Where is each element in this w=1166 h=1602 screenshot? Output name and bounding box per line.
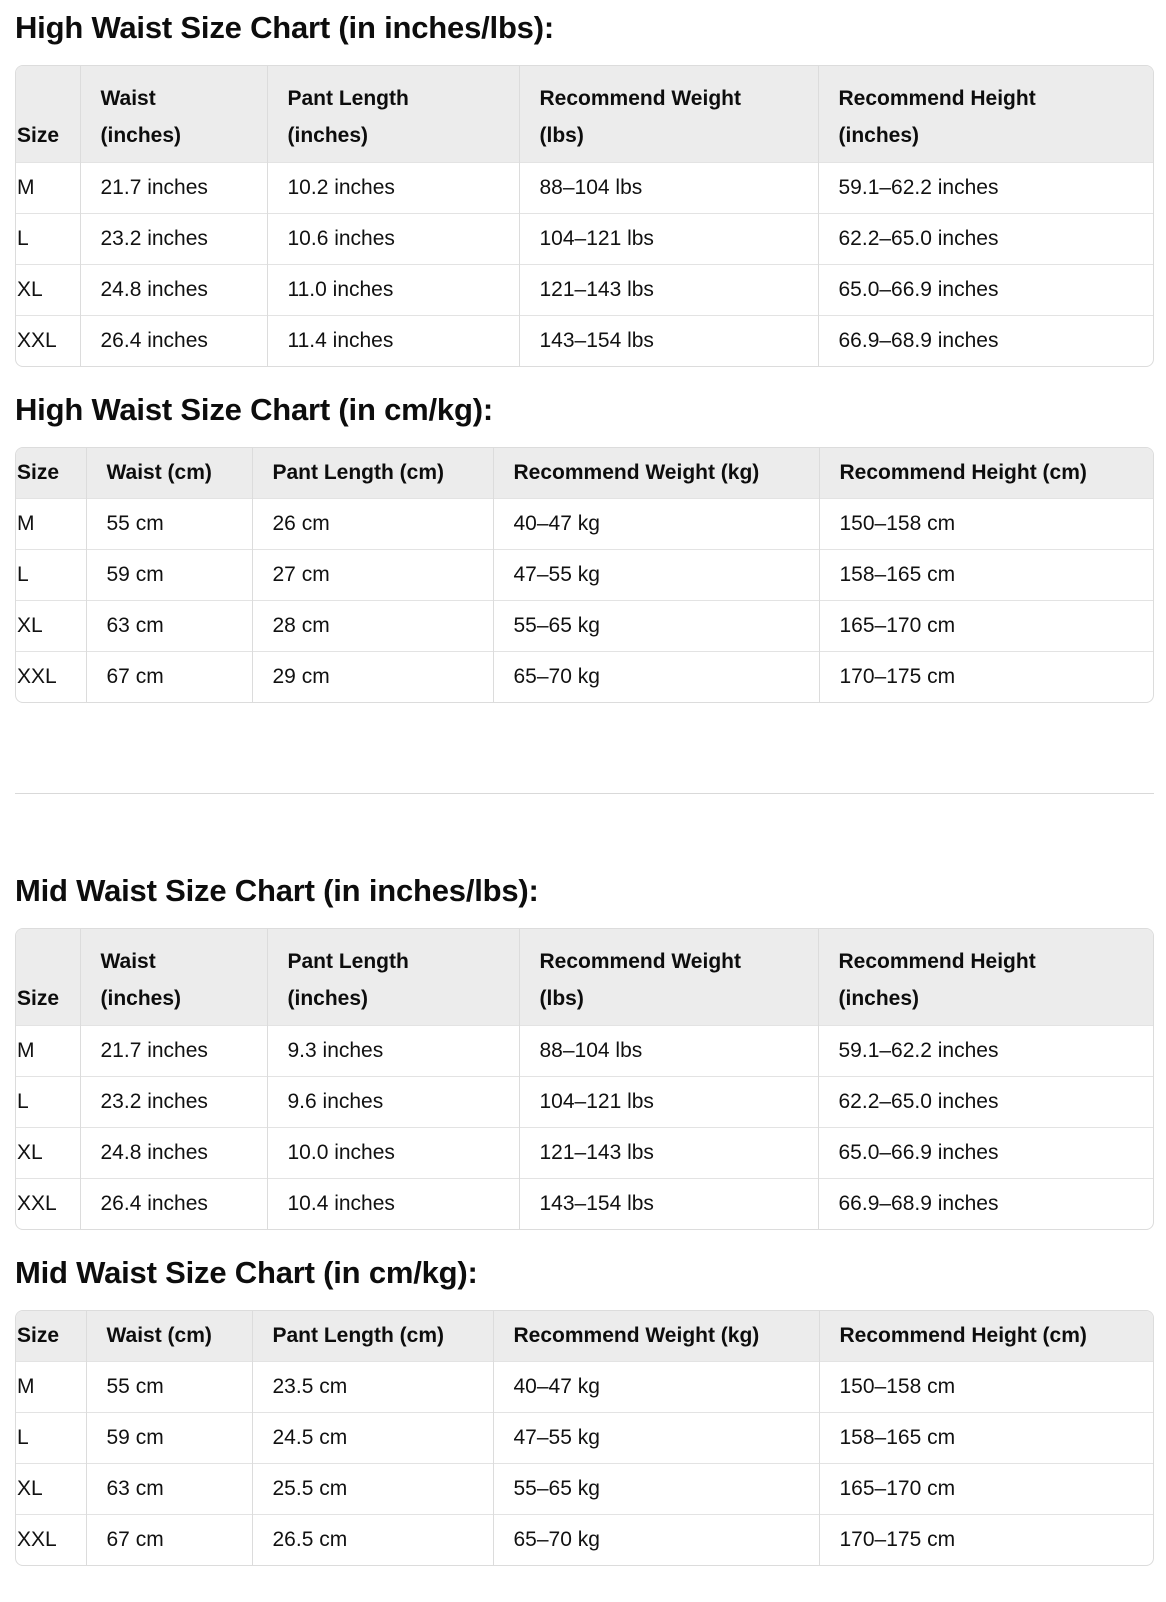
cell-pant-length: 10.2 inches <box>267 163 519 214</box>
table-row <box>16 316 1153 367</box>
cell-weight: 40–47 kg <box>493 499 819 550</box>
cell-pant-length: 28 cm <box>252 601 493 652</box>
cell-waist: 23.2 inches <box>80 214 267 265</box>
header-pant-length: Pant Length (inches) <box>267 66 519 163</box>
table-header-row <box>16 66 1153 163</box>
cell-weight: 47–55 kg <box>493 1413 819 1464</box>
cell-waist: 63 cm <box>86 601 252 652</box>
header-waist: Waist (inches) <box>80 66 267 163</box>
cell-pant-length: 29 cm <box>252 652 493 703</box>
cell-height: 59.1–62.2 inches <box>818 1026 1153 1077</box>
header-waist: Waist (inches) <box>80 929 267 1026</box>
cell-size: XL <box>16 1464 86 1515</box>
cell-waist: 21.7 inches <box>80 163 267 214</box>
header-waist: Waist (cm) <box>86 1311 252 1362</box>
cell-height: 165–170 cm <box>819 1464 1153 1515</box>
size-table <box>15 1310 1154 1566</box>
header-recommend-weight: Recommend Weight (kg) <box>493 448 819 499</box>
header-recommend-weight: Recommend Weight (kg) <box>493 1311 819 1362</box>
cell-waist: 55 cm <box>86 1362 252 1413</box>
cell-weight: 121–143 lbs <box>519 1128 818 1179</box>
cell-waist: 63 cm <box>86 1464 252 1515</box>
section-title: High Waist Size Chart (in cm/kg): <box>15 392 493 427</box>
section-title: Mid Waist Size Chart (in inches/lbs): <box>15 873 539 908</box>
cell-pant-length: 24.5 cm <box>252 1413 493 1464</box>
cell-pant-length: 11.0 inches <box>267 265 519 316</box>
table-row <box>16 1179 1153 1230</box>
cell-size: L <box>16 214 80 265</box>
cell-pant-length: 9.3 inches <box>267 1026 519 1077</box>
table-row <box>16 1128 1153 1179</box>
cell-waist: 24.8 inches <box>80 1128 267 1179</box>
table-row <box>16 601 1153 652</box>
cell-height: 65.0–66.9 inches <box>818 1128 1153 1179</box>
table-row <box>16 1515 1153 1566</box>
cell-weight: 104–121 lbs <box>519 1077 818 1128</box>
cell-height: 170–175 cm <box>819 652 1153 703</box>
cell-waist: 26.4 inches <box>80 1179 267 1230</box>
section-mid-waist-cm <box>15 1253 1154 1551</box>
cell-size: XXL <box>16 1515 86 1566</box>
cell-height: 158–165 cm <box>819 550 1153 601</box>
table-row <box>16 1413 1153 1464</box>
header-recommend-height: Recommend Height (inches) <box>818 929 1153 1026</box>
cell-size: M <box>16 499 86 550</box>
header-size: Size <box>16 929 80 1026</box>
cell-size: M <box>16 1026 80 1077</box>
section-title: High Waist Size Chart (in inches/lbs): <box>15 10 554 45</box>
cell-height: 170–175 cm <box>819 1515 1153 1566</box>
cell-weight: 65–70 kg <box>493 1515 819 1566</box>
cell-pant-length: 10.6 inches <box>267 214 519 265</box>
cell-waist: 24.8 inches <box>80 265 267 316</box>
table-row <box>16 550 1153 601</box>
header-recommend-weight: Recommend Weight (lbs) <box>519 66 818 163</box>
cell-weight: 47–55 kg <box>493 550 819 601</box>
cell-height: 59.1–62.2 inches <box>818 163 1153 214</box>
cell-size: M <box>16 1362 86 1413</box>
cell-height: 66.9–68.9 inches <box>818 1179 1153 1230</box>
section-high-waist-cm <box>15 390 1154 688</box>
cell-weight: 65–70 kg <box>493 652 819 703</box>
size-table <box>15 928 1154 1230</box>
table-row <box>16 1362 1153 1413</box>
table-row <box>16 1026 1153 1077</box>
cell-size: XXL <box>16 316 80 367</box>
cell-weight: 40–47 kg <box>493 1362 819 1413</box>
cell-waist: 59 cm <box>86 550 252 601</box>
cell-height: 165–170 cm <box>819 601 1153 652</box>
table-row <box>16 652 1153 703</box>
cell-pant-length: 10.4 inches <box>267 1179 519 1230</box>
header-pant-length: Pant Length (cm) <box>252 1311 493 1362</box>
header-recommend-weight: Recommend Weight (lbs) <box>519 929 818 1026</box>
table-header-row <box>16 929 1153 1026</box>
cell-size: L <box>16 550 86 601</box>
cell-pant-length: 26 cm <box>252 499 493 550</box>
cell-pant-length: 23.5 cm <box>252 1362 493 1413</box>
cell-weight: 104–121 lbs <box>519 214 818 265</box>
cell-weight: 55–65 kg <box>493 601 819 652</box>
cell-waist: 23.2 inches <box>80 1077 267 1128</box>
cell-height: 150–158 cm <box>819 499 1153 550</box>
table-row <box>16 499 1153 550</box>
table-row <box>16 1464 1153 1515</box>
header-waist: Waist (cm) <box>86 448 252 499</box>
cell-height: 66.9–68.9 inches <box>818 316 1153 367</box>
cell-waist: 21.7 inches <box>80 1026 267 1077</box>
cell-waist: 26.4 inches <box>80 316 267 367</box>
cell-pant-length: 26.5 cm <box>252 1515 493 1566</box>
cell-size: XXL <box>16 652 86 703</box>
header-size: Size <box>16 66 80 163</box>
cell-weight: 55–65 kg <box>493 1464 819 1515</box>
cell-height: 158–165 cm <box>819 1413 1153 1464</box>
cell-waist: 67 cm <box>86 652 252 703</box>
cell-weight: 121–143 lbs <box>519 265 818 316</box>
cell-height: 62.2–65.0 inches <box>818 214 1153 265</box>
header-pant-length: Pant Length (inches) <box>267 929 519 1026</box>
cell-height: 62.2–65.0 inches <box>818 1077 1153 1128</box>
section-mid-waist-inches <box>15 871 1154 1215</box>
cell-size: XL <box>16 601 86 652</box>
cell-size: M <box>16 163 80 214</box>
cell-size: XL <box>16 1128 80 1179</box>
cell-waist: 67 cm <box>86 1515 252 1566</box>
table-row <box>16 265 1153 316</box>
cell-weight: 88–104 lbs <box>519 163 818 214</box>
table-row <box>16 214 1153 265</box>
cell-weight: 143–154 lbs <box>519 1179 818 1230</box>
cell-waist: 59 cm <box>86 1413 252 1464</box>
section-title: Mid Waist Size Chart (in cm/kg): <box>15 1255 478 1290</box>
cell-weight: 143–154 lbs <box>519 316 818 367</box>
cell-size: L <box>16 1077 80 1128</box>
section-high-waist-inches <box>15 8 1154 352</box>
size-table <box>15 65 1154 367</box>
cell-waist: 55 cm <box>86 499 252 550</box>
cell-height: 65.0–66.9 inches <box>818 265 1153 316</box>
cell-size: XL <box>16 265 80 316</box>
section-divider <box>15 793 1154 794</box>
cell-size: L <box>16 1413 86 1464</box>
cell-pant-length: 27 cm <box>252 550 493 601</box>
header-recommend-height: Recommend Height (cm) <box>819 1311 1153 1362</box>
size-table <box>15 447 1154 703</box>
cell-weight: 88–104 lbs <box>519 1026 818 1077</box>
table-header-row <box>16 1311 1153 1362</box>
cell-height: 150–158 cm <box>819 1362 1153 1413</box>
cell-pant-length: 11.4 inches <box>267 316 519 367</box>
header-recommend-height: Recommend Height (inches) <box>818 66 1153 163</box>
table-row <box>16 163 1153 214</box>
table-header-row <box>16 448 1153 499</box>
cell-pant-length: 9.6 inches <box>267 1077 519 1128</box>
header-size: Size <box>16 1311 86 1362</box>
cell-pant-length: 25.5 cm <box>252 1464 493 1515</box>
header-pant-length: Pant Length (cm) <box>252 448 493 499</box>
table-row <box>16 1077 1153 1128</box>
header-recommend-height: Recommend Height (cm) <box>819 448 1153 499</box>
cell-pant-length: 10.0 inches <box>267 1128 519 1179</box>
cell-size: XXL <box>16 1179 80 1230</box>
header-size: Size <box>16 448 86 499</box>
